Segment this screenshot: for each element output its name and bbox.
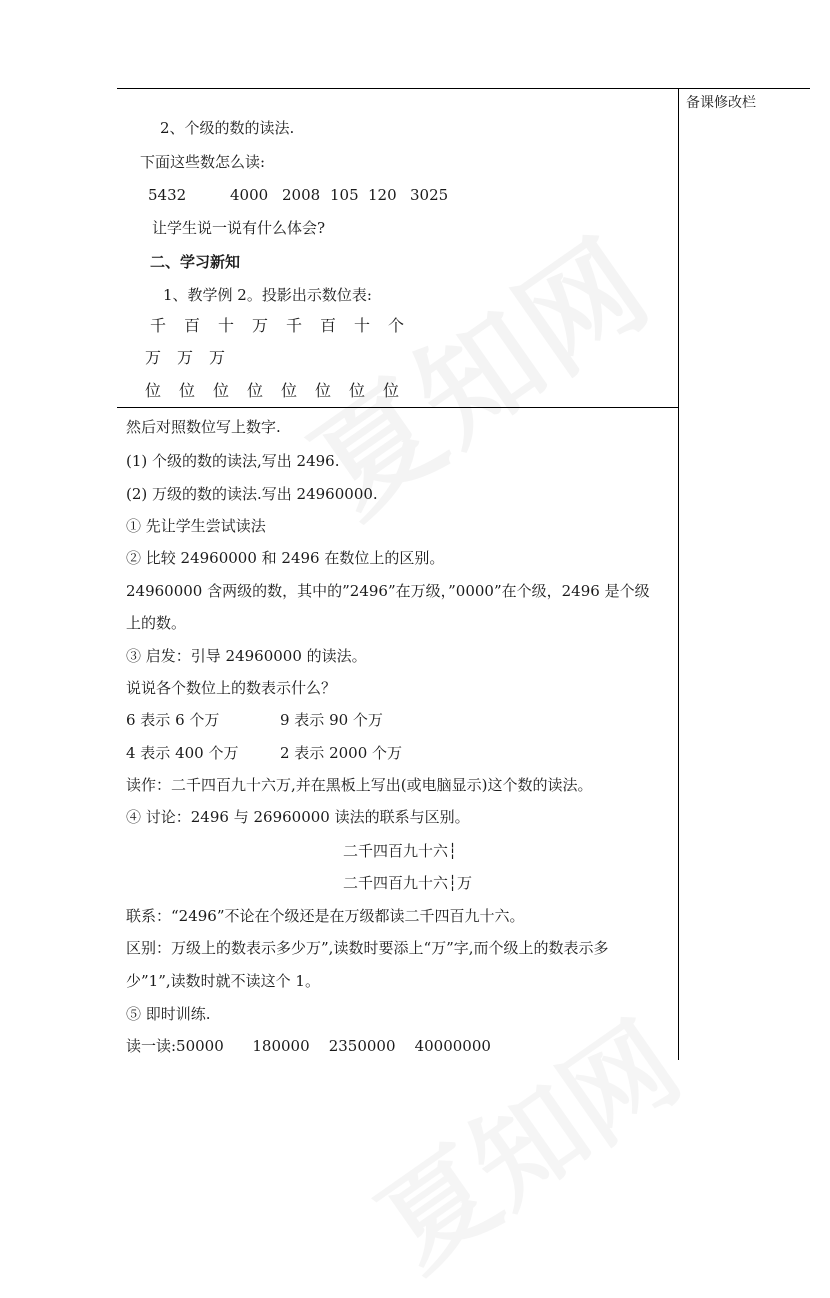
text-line: 少”1”,读数时就不读这个 1。 (126, 972, 320, 990)
table-column-divider (678, 88, 679, 1060)
text-line: (2) 万级的数的读法.写出 24960000. (126, 485, 378, 503)
number-item: 4000 (230, 186, 269, 204)
place-cell: 十 (218, 316, 235, 335)
number-list (148, 185, 448, 205)
text-line: ③ 启发：引导 24960000 的读法。 (126, 647, 367, 665)
text-line: (1) 个级的数的读法,写出 2496. (126, 452, 340, 470)
text-line: 联系：“2496”不论在个级还是在万级都读二千四百九十六。 (126, 907, 525, 925)
place-cell: 位 (179, 381, 196, 400)
number-item: 5432 (148, 186, 187, 204)
place-cell: 位 (383, 381, 400, 400)
place-cell: 千 (150, 316, 167, 335)
text-line: 9 表示 90 个万 (280, 711, 383, 729)
watermark-bottom (345, 980, 706, 1298)
place-cell: 百 (320, 316, 337, 335)
place-value-row (150, 316, 404, 336)
text-line: 二千四百九十六┆万 (343, 874, 473, 892)
text-line: 然后对照数位写上数字. (126, 418, 281, 436)
text-line: 读一读:50000 180000 2350000 40000000 (126, 1037, 491, 1055)
place-value-row (145, 348, 225, 368)
place-cell: 万 (209, 348, 226, 367)
number-item: 105 (330, 186, 359, 204)
number-item: 3025 (410, 186, 449, 204)
place-cell: 百 (184, 316, 201, 335)
text-line: ② 比较 24960000 和 2496 在数位上的区别。 (126, 549, 445, 567)
text-line: 2 表示 2000 个万 (280, 744, 403, 762)
place-cell: 位 (247, 381, 264, 400)
text-line: ⑤ 即时训练. (126, 1005, 211, 1023)
place-cell: 十 (354, 316, 371, 335)
notes-column-header: 备课修改栏 (686, 95, 756, 111)
text-line: 上的数。 (126, 614, 187, 632)
table-row-divider (117, 407, 678, 408)
text-line: ① 先让学生尝试读法 (126, 517, 266, 535)
place-cell: 位 (281, 381, 298, 400)
place-cell: 位 (349, 381, 366, 400)
table-top-border (117, 88, 810, 89)
place-cell: 位 (315, 381, 332, 400)
place-cell: 位 (213, 381, 230, 400)
text-line: 24960000 含两级的数，其中的”2496”在万级，”0000”在个级，2496 是个级 (126, 582, 650, 600)
section-heading: 二、学习新知 (150, 253, 241, 271)
text-line: 说说各个数位上的数表示什么？ (126, 679, 337, 697)
text-line: 二千四百九十六┆ (343, 842, 458, 860)
text-line: 读作：二千四百九十六万,并在黑板上写出(或电脑显示)这个数的读法。 (126, 776, 593, 794)
place-cell: 位 (145, 381, 162, 400)
place-value-row (145, 381, 399, 401)
text-line: 4 表示 400 个万 (126, 744, 239, 762)
place-cell: 千 (286, 316, 303, 335)
place-cell: 个 (388, 316, 405, 335)
number-item: 2008 (282, 186, 321, 204)
text-line: 1、教学例 2。投影出示数位表: (163, 286, 372, 304)
text-line: 下面这些数怎么读: (140, 153, 266, 171)
text-line: 6 表示 6 个万 (126, 711, 220, 729)
number-item: 120 (368, 186, 397, 204)
place-cell: 万 (145, 348, 162, 367)
place-cell: 万 (177, 348, 194, 367)
text-line: 2、个级的数的读法. (160, 119, 295, 137)
text-line: 区别：万级上的数表示多少万”,读数时要添上“万”字,而个级上的数表示多 (126, 939, 609, 957)
place-cell: 万 (252, 316, 269, 335)
text-line: 让学生说一说有什么体会? (152, 219, 326, 237)
text-line: ④ 讨论：2496 与 26960000 读法的联系与区别。 (126, 808, 470, 826)
